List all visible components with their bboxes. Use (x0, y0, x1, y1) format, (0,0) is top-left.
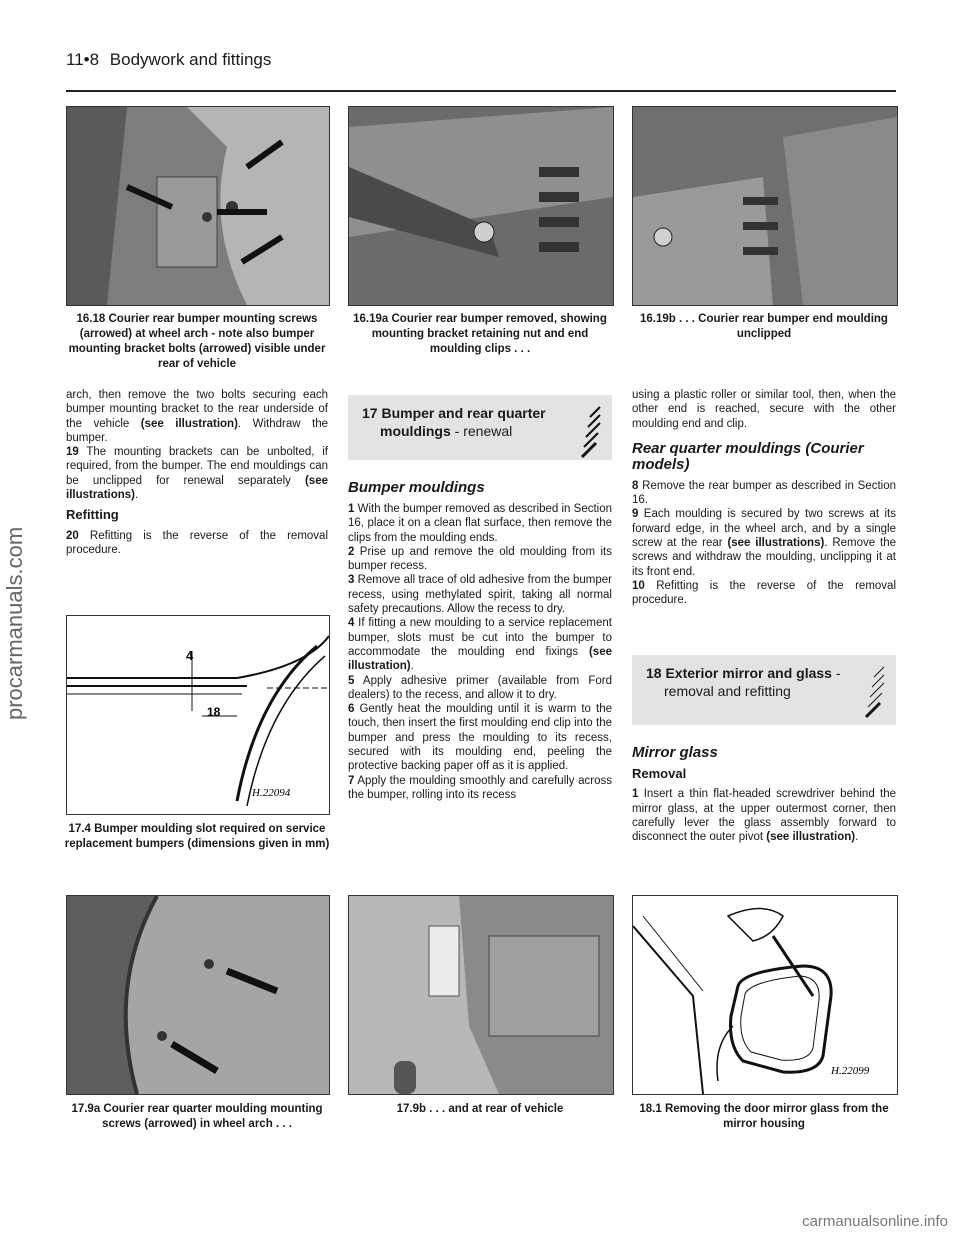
figure-18-1-diagram (632, 895, 898, 1095)
heading-bumper-mouldings: Bumper mouldings (348, 479, 485, 496)
text: The mounting brackets can be unbolted, if required, from the bumper. The end mouldings can be unclipped for renewal separately (66, 446, 328, 487)
section-title-light: - (831, 665, 841, 681)
text: Insert a thin flat-headed screwdriver behind the mirror glass, at the upper outermost corner, then carefully lever the glass assembly forward to disconnect the outer pivot (632, 788, 896, 844)
text: Prise up and remove the old moulding from its bumper recess. (348, 545, 612, 573)
page-title: Bodywork and fittings (109, 50, 272, 69)
dimension-label-4: 4 (186, 648, 194, 663)
text: Apply adhesive primer (available from Ford dealers) to the recess, and allow it to dry. (348, 674, 612, 701)
text: Refitting is the reverse of the removal procedure. (66, 529, 328, 556)
section-title-bold: Exterior mirror and glass (665, 665, 832, 681)
text-bold: (see illustration) (766, 831, 856, 844)
heading-mirror-glass: Mirror glass (632, 744, 718, 761)
step-number: 1 (348, 503, 355, 515)
page-ref: 11•8 (66, 50, 100, 69)
difficulty-wrench-icon (862, 663, 886, 721)
section-18-title-line2: removal and refitting (664, 683, 791, 699)
text: Each moulding is secured by two screws at its forward edge, in the wheel arch, and by a single screw at the rear (632, 508, 896, 550)
figure-18-1-caption: 18.1 Removing the door mirror glass from the mirror housing (639, 1103, 889, 1130)
section-17-heading (348, 395, 612, 460)
figure-17-4-diagram (66, 615, 330, 815)
figure-16-19a-caption: 16.19a Courier rear bumper removed, showing mounting bracket retaining nut and end moulding clips . . . (353, 313, 607, 355)
step-number: 8 (632, 479, 639, 492)
diagram-code: H.22099 (831, 1065, 870, 1077)
figure-16-19b-photo (632, 106, 898, 306)
text: Apply the moulding smoothly and carefully across the bumper, rolling into its recess (348, 774, 612, 801)
figure-16-18-caption: 16.18 Courier rear bumper mounting screws (arrowed) at wheel arch - note also bumper mounting bracket bolts (arrowed) visible under rear of vehicle (68, 313, 326, 370)
heading-refitting: Refitting (66, 507, 119, 523)
figure-17-9a-caption: 17.9a Courier rear quarter moulding mounting screws (arrowed) in wheel arch . . . (71, 1103, 323, 1130)
figure-16-19b-caption: 16.19b . . . Courier rear bumper end moulding unclipped (640, 313, 888, 340)
section-title-bold: Bumper and rear quarter (381, 405, 546, 421)
figure-17-4-caption: 17.4 Bumper moulding slot required on service replacement bumpers (dimensions given in mm) (64, 823, 330, 850)
figure-17-9b-caption: 17.9b . . . and at rear of vehicle (396, 1103, 564, 1115)
text: Remove all trace of old adhesive from the bumper recess, using methylated spirit, taking all normal safety precautions. Allow the recess to dry. (348, 574, 613, 616)
step-number: 4 (348, 617, 355, 630)
section-18-heading (632, 655, 896, 725)
text: . (410, 660, 414, 673)
section-18-title (646, 665, 841, 682)
figure-17-9b-photo (348, 895, 614, 1095)
section-number: 17 (362, 405, 378, 421)
figure-17-9a-photo (66, 895, 330, 1095)
section-17-title (362, 405, 546, 422)
column-3-lower (632, 735, 896, 844)
heading-removal: Removal (632, 766, 687, 781)
page-header (66, 50, 271, 70)
diagram-code: H.22094 (252, 787, 291, 799)
figure-16-18-photo (66, 106, 330, 306)
section-17-title-line2 (380, 423, 512, 440)
section-title-bold: mouldings (380, 423, 451, 439)
text: . (135, 489, 139, 502)
text: arch, then remove the two bolts securing each bumper mounting bracket to the rear underside of the vehicle (66, 389, 328, 430)
text: . Withdraw the bumper. (66, 417, 328, 444)
step-number: 1 (632, 788, 639, 801)
dimension-label-18: 18 (207, 705, 221, 719)
text: . (855, 831, 859, 844)
footer-watermark: carmanualsonline.info (802, 1213, 948, 1230)
step-number: 20 (66, 529, 79, 542)
text: With the bumper removed as described in Section 16, place it on a clean flat surface, then remove the clips from the moulding ends. (348, 503, 613, 544)
text: Gently heat the moulding until it is warm to the touch, then insert the first moulding end clip into the bumper and press the moulding to its recess, secured with its moulding end, peeling the protective backing paper off as it is applied. (348, 703, 612, 773)
step-number: 10 (632, 579, 645, 592)
text-bold: (see illustration) (348, 645, 612, 673)
step-number: 5 (348, 674, 355, 687)
step-number: 2 (348, 545, 355, 558)
step-number: 19 (66, 446, 79, 459)
step-number: 9 (632, 508, 639, 521)
figure-16-19a-photo (348, 106, 614, 306)
section-number: 18 (646, 665, 662, 681)
section-title-light: - renewal (450, 423, 513, 439)
column-2 (348, 470, 612, 802)
header-rule (66, 90, 896, 92)
text-bold: (see illustrations) (66, 474, 328, 502)
difficulty-wrench-icon (578, 403, 602, 461)
side-watermark: procarmanuals.com (2, 526, 27, 720)
column-3 (632, 388, 896, 608)
step-number: 3 (348, 574, 355, 587)
text: Remove the rear bumper as described in Section 16. (632, 479, 896, 507)
step-number: 7 (348, 774, 355, 787)
text: . Remove the screws and withdraw the moulding, unclipping it at its front end. (632, 537, 897, 578)
step-number: 6 (348, 703, 355, 716)
text-bold: (see illustrations) (727, 537, 825, 550)
text: If fitting a new moulding to a service replacement bumper, slots must be cut into the bumper to accommodate the moulding end fixings (348, 617, 612, 658)
column-1 (66, 388, 328, 557)
text: Refitting is the reverse of the removal procedure. (632, 579, 896, 607)
heading-rear-quarter-mouldings: Rear quarter mouldings (Courier models) (632, 439, 864, 473)
text: using a plastic roller or similar tool, then, when the other end is reached, secure with the other moulding end and clip. (632, 389, 896, 430)
text-bold: (see illustration) (140, 417, 238, 430)
